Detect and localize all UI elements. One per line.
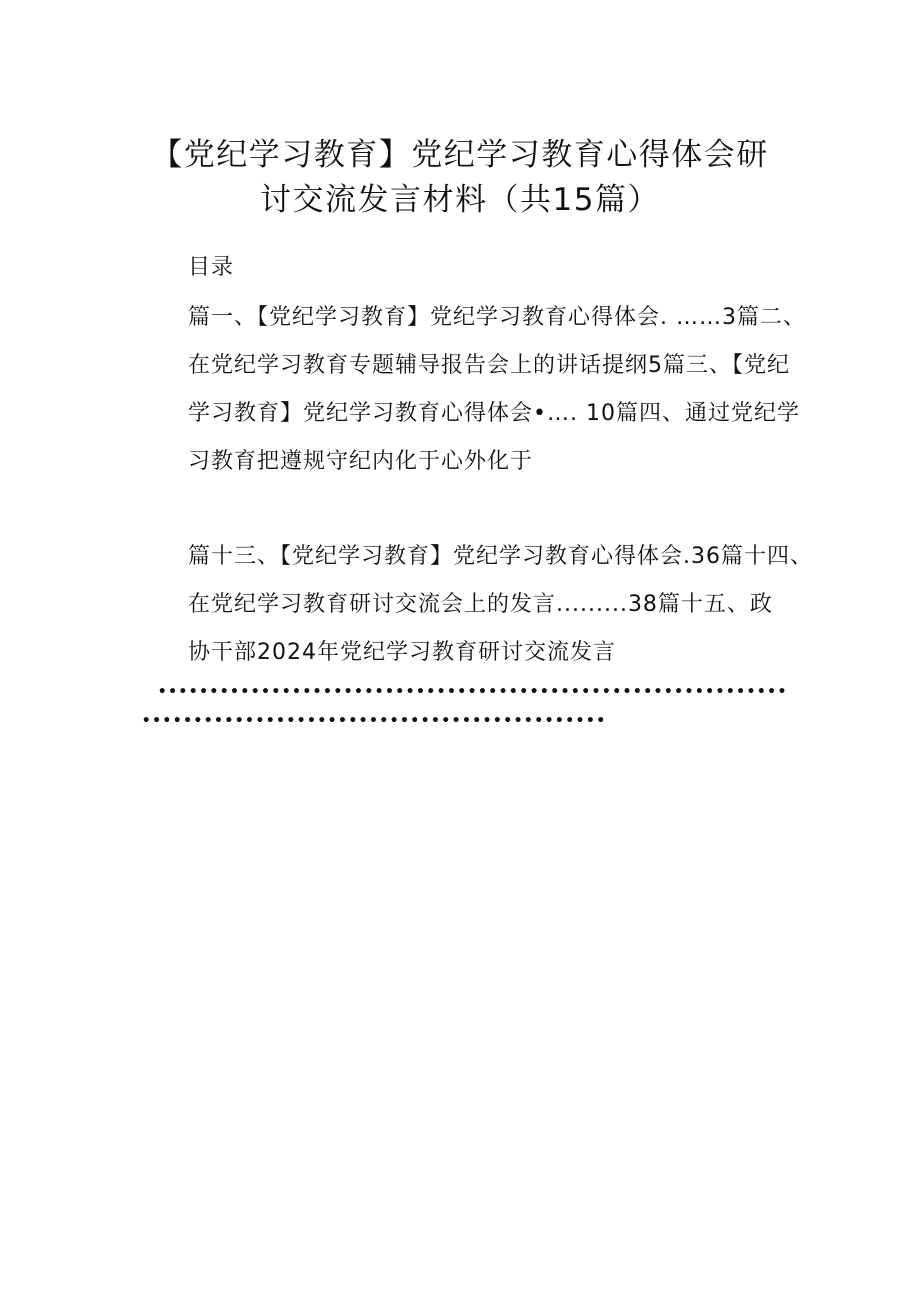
toc-line: 学习教育】党纪学习教育心得体会•…. 10篇四、通过党纪学 [188, 401, 800, 426]
toc-line: 协干部2024年党纪学习教育研讨交流发言 [188, 640, 616, 665]
leader-dots-row: ••••••••••••••••••••••••••••••••••••••••••••• [142, 713, 607, 729]
toc-block-first [188, 294, 806, 486]
document-title-line-1: 【党纪学习教育】党纪学习教育心得体会研 [151, 137, 769, 173]
toc-line: 习教育把遵规守纪内化于心外化于 [188, 449, 534, 474]
toc-line: 篇一、【党纪学习教育】党纪学习教育心得体会. ……3篇二、 [188, 305, 806, 330]
toc-line: 在党纪学习教育研讨交流会上的发言.........38篇十五、政 [188, 592, 773, 617]
toc-heading: 目录 [188, 255, 235, 280]
leader-dots-row: ••••••••••••••••••••••••••••••••••••••••••••••••••••••••••••• [158, 684, 789, 700]
toc-line: 在党纪学习教育专题辅导报告会上的讲话提纲5篇三、【党纪 [188, 353, 790, 378]
toc-block-second [188, 533, 813, 677]
toc-line: 篇十三、【党纪学习教育】党纪学习教育心得体会.36篇十四、 [188, 544, 813, 569]
document-title-line-2: 讨交流发言材料（共15篇） [260, 182, 660, 218]
